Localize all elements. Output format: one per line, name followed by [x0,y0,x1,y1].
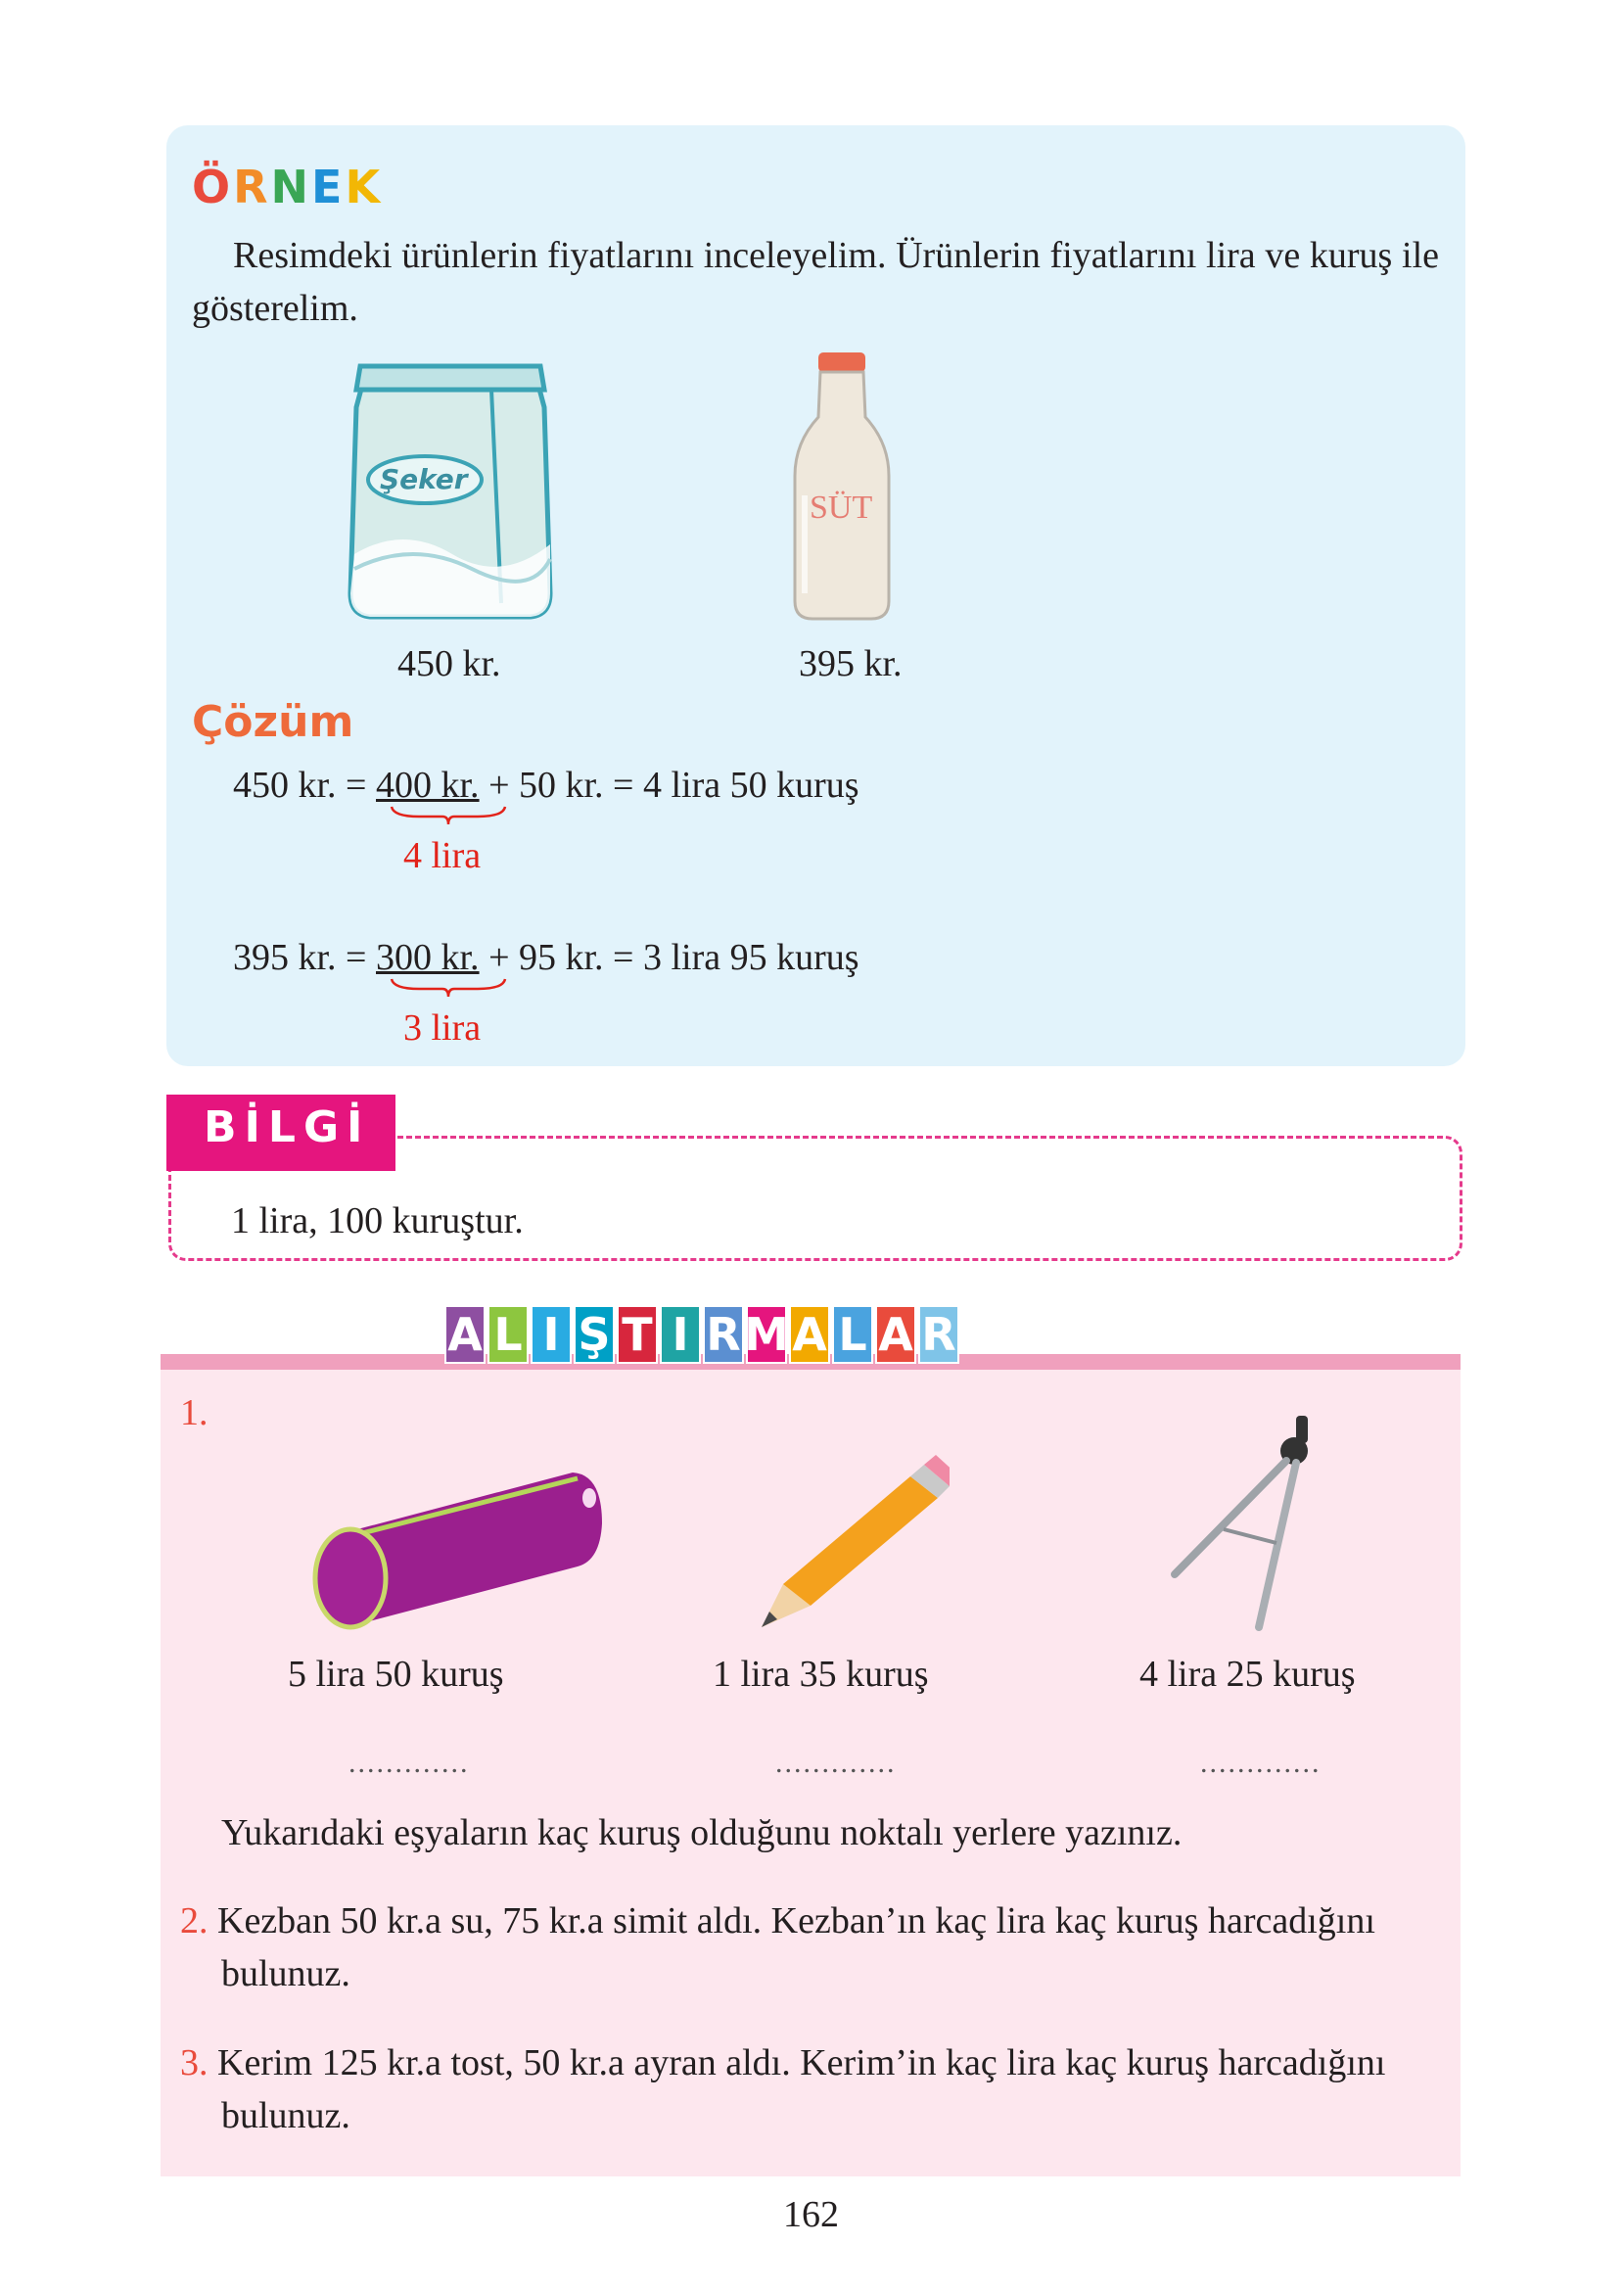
answer-blank-2[interactable]: ............. [775,1747,897,1779]
question-2 [180,1894,1484,2000]
equation-left: 395 kr. = [233,937,376,978]
solution-line-2 [233,936,859,979]
title-letter: M [746,1305,787,1364]
milk-bottle-image [787,349,897,625]
title-letter: I [531,1305,572,1364]
title-letter: R [918,1305,959,1364]
brace-1 [390,805,507,828]
question-1-number: 1. [180,1392,209,1433]
example-title: ÖRNEK [192,161,384,213]
title-letter: L [487,1305,529,1364]
brace-2 [390,977,507,1001]
example-text: Resimdeki ürünlerin fiyatlarını inceleyelim. Ürünlerin fiyatlarını lira ve kuruş ile gösterelim. [192,235,1439,329]
question-3 [180,2036,1484,2142]
equation-underlined: 400 kr. [376,765,480,806]
milk-label: SÜT [810,490,873,526]
question-1-instruction: Yukarıdaki eşyaların kaç kuruş olduğunu noktalı yerlere yazınız. [221,1812,1183,1853]
title-letter: A [444,1305,486,1364]
title-letter: L [832,1305,873,1364]
milk-price: 395 kr. [799,643,903,684]
title-letter: I [660,1305,701,1364]
compass-image [1165,1412,1331,1633]
equation-left: 450 kr. = [233,765,376,806]
solution-line-1 [233,764,859,807]
title-letter: T [617,1305,658,1364]
equation-right: + 95 kr. = 3 lira 95 kuruş [479,937,859,978]
pencil-case-image [303,1465,607,1631]
item-price-2: 1 lira 35 kuruş [713,1654,929,1695]
sugar-price: 450 kr. [397,643,501,684]
brace-label-1: 4 lira [403,835,482,876]
solution-title: Çözüm [192,697,354,747]
answer-blank-1[interactable]: ............. [348,1747,470,1779]
question-3-text: Kerim 125 kr.a tost, 50 kr.a ayran aldı. Kerim’in kaç lira kaç kuruş harcadığını bulunuz. [217,2042,1386,2136]
question-2-text: Kezban 50 kr.a su, 75 kr.a simit aldı. Kezban’ın kaç lira kaç kuruş harcadığını bulunuz. [217,1900,1375,1994]
sugar-label: Şeker [380,463,468,495]
page-number: 162 [783,2194,839,2235]
title-letter: A [789,1305,830,1364]
question-2-number: 2. [180,1900,209,1941]
title-letter: R [703,1305,744,1364]
pencil-image [754,1447,950,1633]
brace-label-2: 3 lira [403,1007,482,1049]
exercises-title [444,1305,959,1366]
title-letter: A [875,1305,916,1364]
title-letter: Ş [574,1305,615,1364]
info-text: 1 lira, 100 kuruştur. [231,1200,524,1241]
info-title: BİLGİ [204,1102,371,1152]
equation-underlined: 300 kr. [376,937,480,978]
item-price-1: 5 lira 50 kuruş [288,1654,504,1695]
equation-right: + 50 kr. = 4 lira 50 kuruş [479,765,859,806]
item-price-3: 4 lira 25 kuruş [1139,1654,1356,1695]
answer-blank-3[interactable]: ............. [1200,1747,1322,1779]
question-3-number: 3. [180,2042,209,2083]
